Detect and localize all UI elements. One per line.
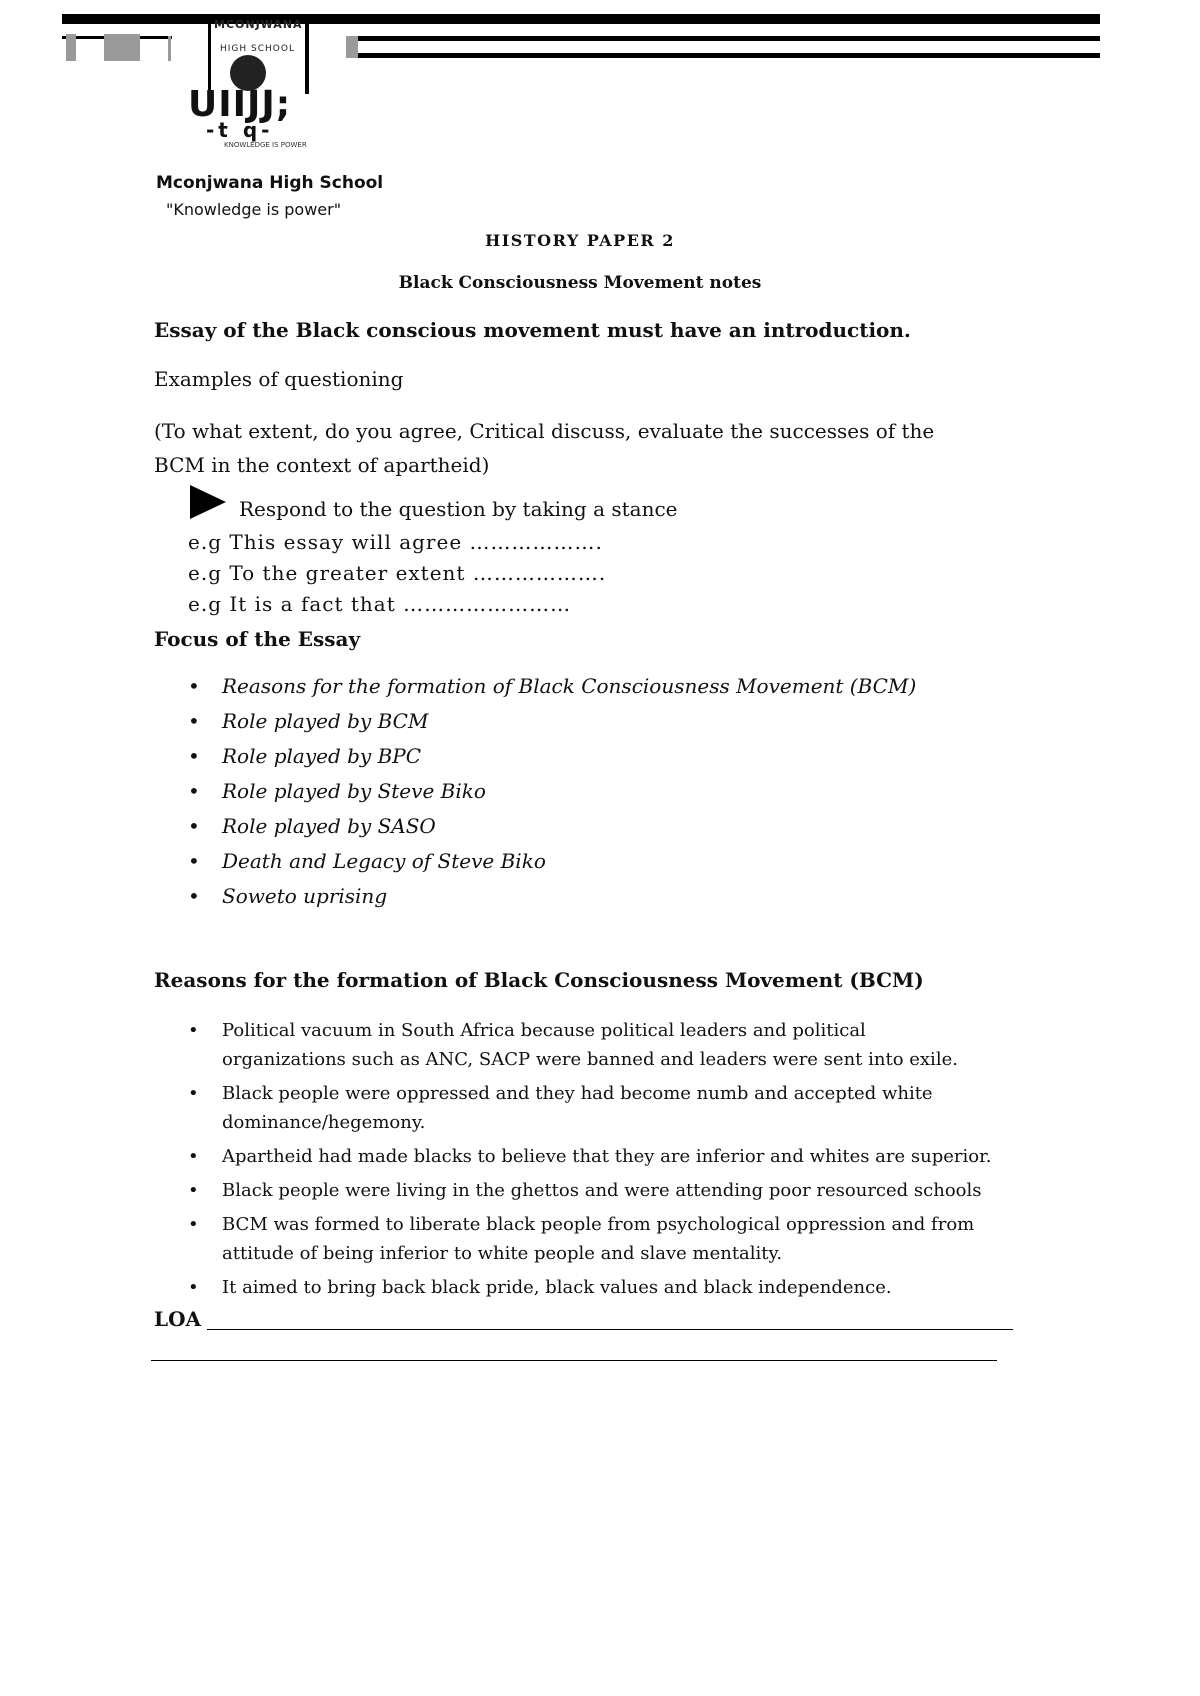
- focus-list: [154, 669, 916, 914]
- reason-item: • Black people were living in the ghettos and were attending poor resourced schools: [154, 1176, 994, 1205]
- header-grey-block-3: [168, 36, 171, 61]
- focus-item: • Reasons for the formation of Black Consciousness Movement (BCM): [154, 669, 916, 704]
- reasons-heading: Reasons for the formation of Black Consciousness Movement (BCM): [154, 968, 924, 992]
- notes-title: Black Consciousness Movement notes: [398, 273, 762, 293]
- school-name: Mconjwana High School: [156, 173, 384, 193]
- logo-high-school-text: HIGH SCHOOL: [220, 44, 295, 54]
- reason-item: • It aimed to bring back black pride, black values and black independence.: [154, 1273, 994, 1302]
- questioning-label: Examples of questioning: [154, 367, 404, 391]
- example-line: e.g To the greater extent ……………….: [188, 561, 607, 585]
- focus-item: • Role played by SASO: [154, 809, 916, 844]
- header-rule-middle: [350, 36, 1100, 41]
- reason-item: • Political vacuum in South Africa because political leaders and political organizations such as ANC, SACP were banned and leaders were sent into exile.: [154, 1016, 994, 1074]
- focus-item: • Role played by Steve Biko: [154, 774, 916, 809]
- logo-frame-left: [208, 14, 211, 90]
- questioning-examples: (To what extent, do you agree, Critical discuss, evaluate the successes of the BCM in the context of apartheid): [154, 419, 935, 477]
- focus-item: • Role played by BCM: [154, 704, 916, 739]
- loa-answer-line-1: [207, 1329, 1013, 1330]
- respond-instruction: Respond to the question by taking a stance: [239, 497, 678, 521]
- header-rule-bottom: [350, 53, 1100, 58]
- paper-title: HISTORY PAPER 2: [485, 231, 675, 250]
- header-grey-block-4: [346, 36, 358, 58]
- reason-item: • Black people were oppressed and they had become numb and accepted white dominance/hegemony.: [154, 1079, 994, 1137]
- essay-intro-heading: Essay of the Black conscious movement must have an introduction.: [154, 318, 911, 342]
- logo-tagline: KNOWLEDGE IS POWER: [224, 141, 307, 149]
- logo-top-text: MCONJWANA: [214, 18, 303, 31]
- header-grey-block-2: [104, 34, 140, 61]
- reason-item: • BCM was formed to liberate black people from psychological oppression and from attitude of being inferior to white people and slave mentality.: [154, 1210, 994, 1268]
- arrow-bullet-icon: [190, 485, 226, 519]
- reason-item: • Apartheid had made blacks to believe that they are inferior and whites are superior.: [154, 1142, 994, 1171]
- example-line: e.g This essay will agree ……………….: [188, 530, 603, 554]
- focus-item: • Death and Legacy of Steve Biko: [154, 844, 916, 879]
- logo-wordmark: UIIJJ;: [188, 84, 292, 125]
- example-line: e.g It is a fact that ……………………: [188, 592, 572, 616]
- school-motto: "Knowledge is power": [166, 200, 342, 219]
- loa-answer-line-2: [151, 1360, 997, 1361]
- logo-subline: -t q-: [206, 118, 274, 142]
- reasons-list: [154, 1016, 994, 1307]
- focus-item: • Soweto uprising: [154, 879, 916, 914]
- focus-heading: Focus of the Essay: [154, 627, 361, 651]
- loa-label: LOA: [154, 1307, 202, 1331]
- focus-item: • Role played by BPC: [154, 739, 916, 774]
- logo-frame-right: [305, 14, 309, 94]
- header-grey-block-1: [66, 34, 76, 61]
